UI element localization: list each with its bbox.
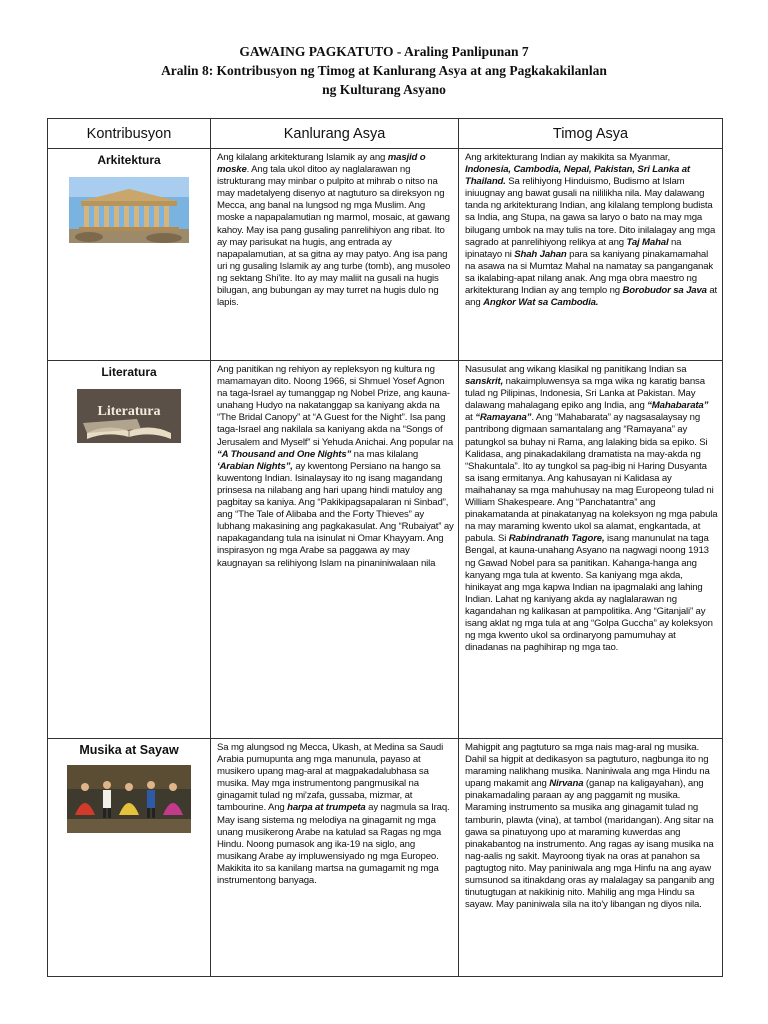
table-header-row [48,119,723,149]
category-cell [48,739,211,977]
literatura-image [77,389,181,443]
header-line-3: ng Kulturang Asyano [322,82,446,97]
arkitektura-south-text: Ang arkitekturang Indian ay makikita sa Myanmar, Indonesia, Cambodia, Nepal, Pakistan, Sri Lanka at Thailand. Sa relihiyong Hinduismo, Budismo at Islam iniuugnay ang bawat gusali na nililikha nila. May dalawang tanda ng arkitekturang Indian, ang kilalang templong budista sa India, ang Stupa, na gawa sa laryo o bato na may mga bilugang umbok na may tulis na tore. Dito inilalagay ang mga sagrado at panrelihiyong relikya at ang Taj Mahal na ipinatayo ni Shah Jahan para sa kaniyang pinakamamahal na asawa na si Mumtaz Mahal na namatay sa panganganak sa ikalabing-apat nilang anak. Ang mga obra maestro ng arkitekturang Indian ay ang templo ng Borobudor sa Java at ang Angkor Wat sa Cambodia. [465,152,718,309]
contribution-table [47,118,723,977]
category-cell [48,149,211,361]
category-label: Musika at Sayaw [79,743,179,757]
musika-south-text: Mahigpit ang pagtuturo sa mga nais mag-aral ng musika. Dahil sa higpit at dedikasyon sa pagtuturo, nagbunga ito ng maraming nalikhang musika. Naniniwala ang mga Hindu na upang makamit ang Nirvana (ganap na kaligayahan), ang pinakamadaling paraan ay ang paggamit ng musika. Maraming instrumento sa musika ang ginagamit tulad ng tamburin, plawta (vina), at tambol (maridangan). Ang sitar na gawa sa pinatuyong upo at maraming kuwerdas ang pinakabantog na instrumento. Ang ragas ay isang musika na nag-aalis ng sakit. Mayroong tiyak na oras at panahon sa pagtugtog nito. May paniniwala ang mga Hinfu na ang ayaw sumsunod sa itinakdang oras ay malalagay sa panganib ang tinutugtugan at nakikinig nito. Mahilig ang mga Hindu sa sayaw. May paniniwala sila na ito'y libangan ng diyos nila. [465,742,715,911]
header-kanlurang-asya: Kanlurang Asya [211,119,459,149]
kanlurang-asya-cell [211,361,459,739]
parthenon-image [69,177,189,243]
header-kontribusyon: Kontribusyon [48,119,211,149]
table-row [48,361,723,739]
sayaw-image [67,765,191,833]
category-label: Literatura [101,365,157,379]
header-timog-asya: Timog Asya [459,119,723,149]
kanlurang-asya-cell [211,149,459,361]
category-cell [48,361,211,739]
table-row [48,739,723,977]
literatura-west-text: Ang panitikan ng rehiyon ay repleksyon ng kultura ng mamamayan dito. Noong 1966, si Shmuel Yosef Agnon na taga-Israel ay tumanggap ng Nobel Prize, ang kauna-unahang Hudyo na nakatanggap sa kaniyang akda na “The Bridal Canopy” at “A Guest for the Night”. Isa pang taga-Israel ang nakilala sa kaniyang akda na “Songs of Jerusalem and Myself” si Yehuda Anichai. Ang popular na “A Thousand and One Nights” na mas kilalang ‘Arabian Nights”, ay kwentong Persiano na hango sa kuwentong Indian. Isinalaysay ito ng isang magandang prinsesa na nilabang ang hari upang hindi matuloy ang pagbitay sa kaniya. Ang “Pakikipagsapalaran ni Sinbad”, ang “The Tale of Alibaba and the Forty Thieves” ay lubhang makasining ang pagkakasulat. Ang “Rubaiyat” ay napakagandang tula na isinulat ni Omar Khayyam. Ang inspirasyon ng mga Arabe sa paggawa ay may kaugnayan sa relihiyong Islam na pinaniniwalaan nila [217,364,454,569]
literatura-image-label: Literatura [97,404,161,419]
timog-asya-cell [459,361,723,739]
musika-west-text: Sa mg alungsod ng Mecca, Ukash, at Medina sa Saudi Arabia pumupunta ang mga manunula, payaso at musikero upang mag-aral at magpakadalubhasa sa musika. May mga instrumentong pangmusikal na ginagamit tulad ng mi'zafa, gussaba, mizmar, at tambourine. Ang harpa at trumpeta ay nagmula sa Iraq. May isang sistema ng melodiya na ginagamit ng mga unang musikerong Arabe na katulad sa Ragas ng mga Hindu. Noong pumasok ang ika-19 na siglo, ang musikang Arabe ay impluwensiyado ng mga Europeo. Makikita ito sa kanilang martsa na gumagamit ng mga instrumentong banyaga. [217,742,450,887]
kanlurang-asya-cell [211,739,459,977]
category-label: Arkitektura [97,153,161,167]
timog-asya-cell [459,739,723,977]
table-row [48,149,723,361]
timog-asya-cell [459,149,723,361]
header-line-2: Aralin 8: Kontribusyon ng Timog at Kanlurang Asya at ang Pagkakakilanlan [161,63,607,78]
arkitektura-west-text: Ang kilalang arkitekturang Islamik ay ang masjid o moske. Ang tala ukol ditoo ay naglalarawan ng istrukturang may minbar o pulpito at mihrab o nitso na may madetalyeng disenyo at nagtuturo sa direksyon ng Mecca, ang banal na lungsod ng mga Muslim. Ang moske a napapalamutian ng marmol, mosaic, at gawang kahoy. May isa pang gusaling panrelihiyon ang ribat. Ito ay may parisukat na hugis, ang entrada ay napapalamutian, at sa gitna ay may patyo. Ang isa pang uri ng gusaling Islamik ay ang turbe (tomb), ang musoleo ng sektang Shi'ite. Ito ay may maliit na gusali na hugis bilugan, ang bubungan ay may turret na hugis dulo ng lapis. [217,152,451,309]
header-line-1: GAWAING PAGKATUTO - Araling Panlipunan 7 [239,44,529,59]
literatura-south-text: Nasusulat ang wikang klasikal ng panitikang Indian sa sanskrit, nakaimpluwensya sa mga wika ng karatig bansa tulad ng Pilipinas, Indonesia, Sri Lanka at Pakistan. May dalawang mahalagang epiko ang India, ang “Mahabarata” at “Ramayana”. Ang “Mahabarata” ay nagsasalaysay ng pantribong digmaan samantalang ang “Ramayana” ay patungkol sa buhay ni Rama, ang lalaking bida sa epiko. Si Kalidasa, ang pinakadakilang dramatista na may-akda ng “Shakuntala”. Ito ay tungkol sa pag-ibig ni Haring Dusyanta sa isang ermitanya. Ang kahusayan ni Kalidasa ay maihahanay sa mga mahuhusay na mag Europeong tulad ni William Shakespeare. Ang “Panchatantra” ang pinakamatanda at pinakatanyag na koleksyon ng mga pabula na may maraming kwento ukol sa alamat, engkantada, at pabula. Si Rabindranath Tagore, isang manunulat na taga Bengal, at kauna-unahang Asyano na nagwagi noong 1913 ng Gawad Nobel para sa panitikan. Kahanga-hanga ang kanyang mga tula at kwento. Sa kaniyang mga akda, hinikayat ang mga kapwa Indian na ipagmalaki ang lahing Indian. Lahat ng kaniyang akda ay naglalarawan ng kagandahan ng kalikasan at pampolitika. Ang “Gitanjali” ay isang aklat ng mga tula at ang “Golpa Guccha” ay koleksyon ng mga kwento ukol sa ordinaryong pamumuhay at dinadanas na paghihirap ng mga tao. [465,364,718,654]
document-header [0,42,768,99]
